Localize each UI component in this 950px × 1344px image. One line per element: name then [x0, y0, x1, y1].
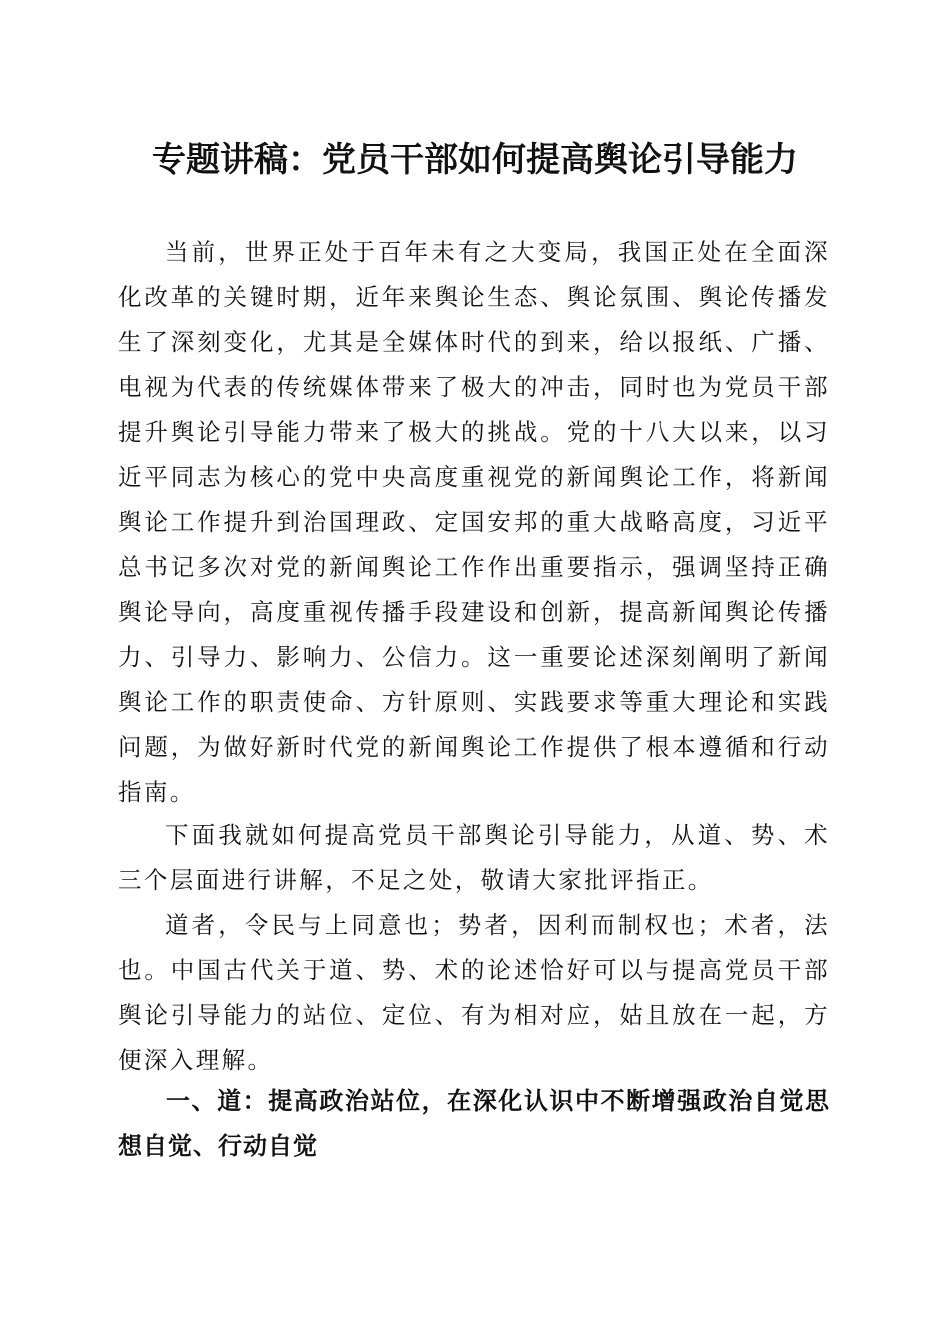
paragraph-intro: 当前，世界正处于百年未有之大变局，我国正处在全面深化改革的关键时期，近年来舆论生态、舆论氛围、舆论传播发生了深刻变化，尤其是全媒体时代的到来，给以报纸、广播、电视为代表的传统媒体带来了极大的冲击，同时也为党员干部提升舆论引导能力带来了极大的挑战。党的十八大以来，以习近平同志为核心的党中央高度重视党的新闻舆论工作，将新闻舆论工作提升到治国理政、定国安邦的重大战略高度，习近平总书记多次对党的新闻舆论工作作出重要指示，强调坚持正确舆论导向，高度重视传播手段建设和创新，提高新闻舆论传播力、引导力、影响力、公信力。这一重要论述深刻阐明了新闻舆论工作的职责使命、方针原则、实践要求等重大理论和实践问题，为做好新时代党的新闻舆论工作提供了根本遵循和行动指南。	[118, 238, 830, 806]
section-heading: 一、道：提高政治站位，在深化认识中不断增强政治自觉思想自觉、行动自觉	[118, 1087, 830, 1160]
paragraph-outline: 下面我就如何提高党员干部舆论引导能力，从道、势、术三个层面进行讲解，不足之处，敬请大家批评指正。	[118, 821, 830, 894]
paragraph-dao-shi-shu: 道者，令民与上同意也；势者，因利而制权也；术者，法也。中国古代关于道、势、术的论述恰好可以与提高党员干部舆论引导能力的站位、定位、有为相对应，姑且放在一起，方便深入理解。	[118, 911, 830, 1074]
document-title: 专题讲稿：党员干部如何提高舆论引导能力	[152, 140, 798, 180]
